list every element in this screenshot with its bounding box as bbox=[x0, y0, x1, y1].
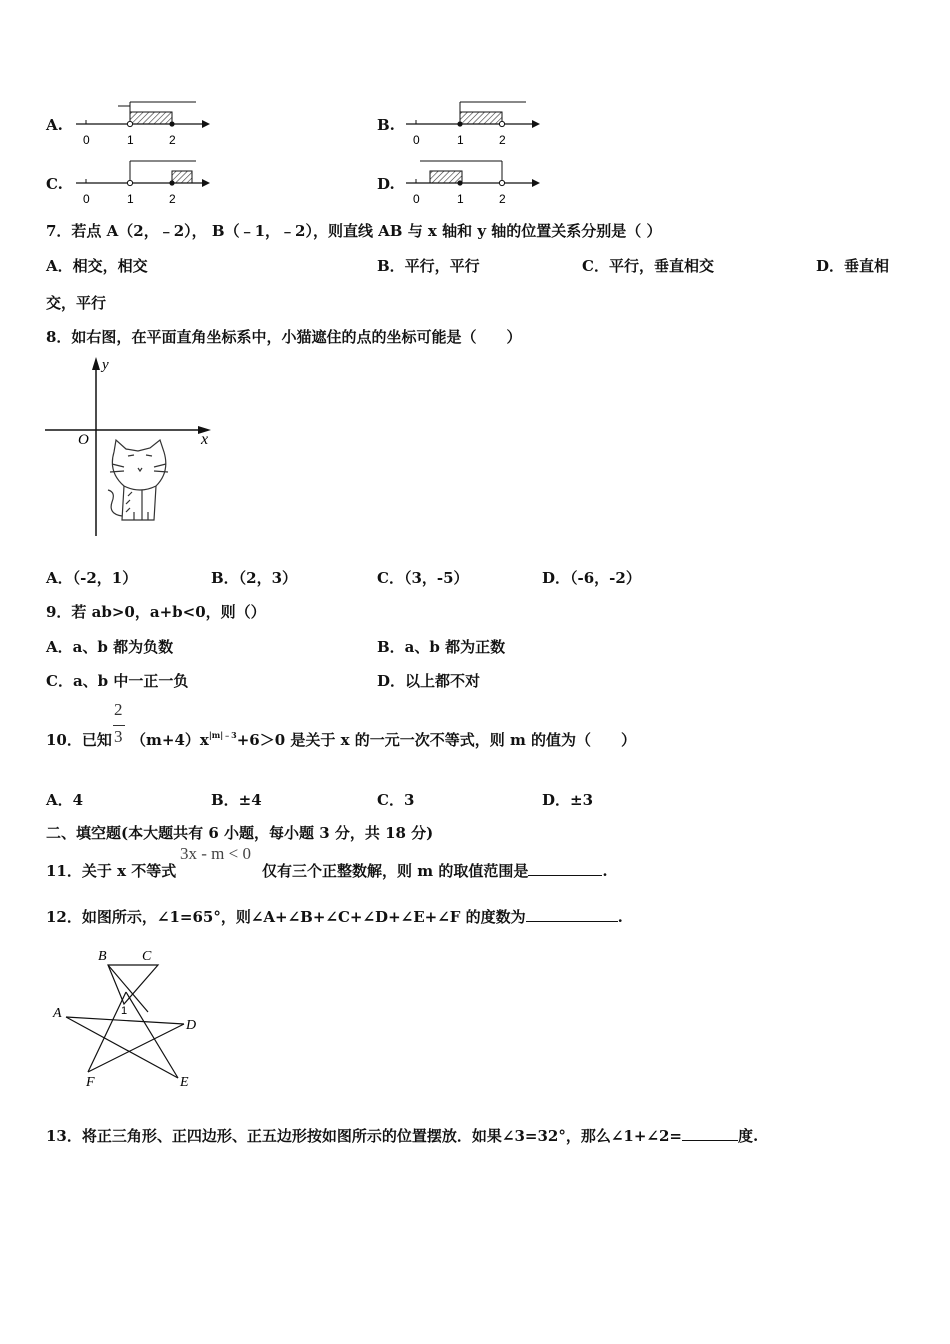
line-e-up bbox=[126, 992, 178, 1078]
tick-label: 1 bbox=[127, 192, 134, 206]
closed-dot bbox=[169, 121, 174, 126]
q10-part2: +6＞0 是关于 x 的一元一次不等式，则 m 的值为（ ） bbox=[236, 731, 637, 749]
tick-label: 0 bbox=[83, 192, 90, 206]
label-d: D bbox=[186, 1018, 197, 1033]
label-b: B bbox=[98, 949, 107, 964]
q6-option-a-label: A. bbox=[46, 116, 63, 134]
q10-option-c: C．3 bbox=[377, 791, 415, 809]
q10-option-d: D．±3 bbox=[542, 791, 594, 809]
q10-exponent: |m|﹣3 bbox=[208, 730, 237, 740]
axis-arrow bbox=[202, 120, 210, 128]
q10-option-a: A．4 bbox=[46, 791, 84, 809]
tick-label: 0 bbox=[413, 192, 420, 206]
q6-option-d-numberline bbox=[402, 156, 542, 208]
q7-option-a: A．相交，相交 bbox=[46, 257, 148, 275]
q11-formula: 3x - m < 0 bbox=[180, 844, 251, 863]
q12-stem-line bbox=[46, 906, 623, 927]
q8-option-c: C．（3，-5） bbox=[377, 569, 469, 587]
tick-label: 0 bbox=[413, 133, 420, 147]
q6-option-d-label: D. bbox=[377, 175, 395, 193]
cat-icon bbox=[108, 440, 168, 520]
q9-stem: 9．若 ab>0，a+b<0，则（） bbox=[46, 603, 266, 621]
q11-before: 11．关于 x 不等式 bbox=[46, 862, 177, 880]
q10-part1: （m+4）x bbox=[131, 731, 209, 749]
q13-stem-line bbox=[46, 1125, 758, 1146]
q8-coordinate-figure bbox=[42, 352, 227, 542]
triangle-bc bbox=[108, 965, 158, 1004]
q6-option-c-label: C. bbox=[46, 175, 63, 193]
label-f: F bbox=[86, 1075, 95, 1090]
section-heading: 二、填空题(本大题共有 6 小题，每小题 3 分，共 18 分) bbox=[46, 824, 434, 842]
q9-option-c: C．a、b 中一正一负 bbox=[46, 672, 189, 690]
q6-option-b-label: B. bbox=[377, 116, 395, 134]
q8-option-d: D．（-6，-2） bbox=[542, 569, 641, 587]
x-axis-label: x bbox=[201, 431, 209, 448]
tick-label: 2 bbox=[499, 133, 506, 147]
y-axis-label: y bbox=[102, 357, 109, 373]
tick-label: 1 bbox=[457, 192, 464, 206]
y-axis-arrow bbox=[92, 357, 100, 370]
q7-option-b: B．平行，平行 bbox=[377, 257, 480, 275]
q7-stem: 7．若点 A（2，﹣2）， B（﹣1，﹣2），则直线 AB 与 x 轴和 y 轴的位置关系分别是（ ） bbox=[46, 222, 662, 240]
q6-option-a-numberline bbox=[72, 98, 212, 150]
q8-stem: 8．如右图，在平面直角坐标系中，小猫遮住的点的坐标可能是（ ） bbox=[46, 328, 522, 346]
tick-label: 1 bbox=[457, 133, 464, 147]
q11-end: . bbox=[602, 862, 608, 880]
q10-fraction-bar bbox=[113, 725, 125, 726]
q12-stem: 12．如图所示，∠1=65°，则∠A+∠B+∠C+∠D+∠E+∠F 的度数为 bbox=[46, 908, 526, 926]
tick-label: 2 bbox=[499, 192, 506, 206]
q6-option-c-numberline bbox=[72, 156, 212, 208]
tick-label: 2 bbox=[169, 133, 176, 147]
q9-option-a: A．a、b 都为负数 bbox=[46, 638, 174, 656]
q9-option-d: D．以上都不对 bbox=[377, 672, 481, 690]
tick-label: 0 bbox=[83, 133, 90, 147]
q8-option-a: A．（-2，1） bbox=[46, 569, 138, 587]
origin-label: O bbox=[78, 432, 89, 448]
line-ae bbox=[66, 1017, 178, 1078]
q8-option-b: B．（2，3） bbox=[211, 569, 298, 587]
q10-fraction-denominator: 3 bbox=[114, 727, 123, 746]
line-ad bbox=[66, 1017, 184, 1024]
tick-label: 2 bbox=[169, 192, 176, 206]
q10-expression bbox=[131, 729, 636, 750]
q7-option-d-wrap: 交，平行 bbox=[46, 294, 107, 312]
q7-option-c: C．平行，垂直相交 bbox=[582, 257, 714, 275]
open-dot bbox=[127, 121, 132, 126]
label-e: E bbox=[180, 1075, 189, 1090]
q9-option-b: B．a、b 都为正数 bbox=[377, 638, 506, 656]
tick-label: 1 bbox=[127, 133, 134, 147]
label-a: A bbox=[53, 1006, 62, 1021]
q10-fraction-numerator: 2 bbox=[114, 700, 123, 719]
q7-option-d: D．垂直相 bbox=[816, 257, 890, 275]
q12-end: . bbox=[617, 908, 623, 926]
q13-answer-blank[interactable] bbox=[682, 1126, 738, 1141]
q10-number: 10．已知 bbox=[46, 731, 112, 749]
q10-option-b: B．±4 bbox=[211, 791, 262, 809]
q11-after bbox=[262, 860, 608, 881]
q13-stem: 13．将正三角形、正四边形、正五边形按如图所示的位置摆放．如果∠3=32°，那么∠1+∠2= bbox=[46, 1127, 682, 1145]
label-angle-1: 1 bbox=[121, 1005, 128, 1017]
q11-after-text: 仅有三个正整数解，则 m 的取值范围是 bbox=[262, 862, 529, 880]
q12-answer-blank[interactable] bbox=[526, 907, 618, 922]
q12-star-figure bbox=[46, 940, 206, 1092]
label-c: C bbox=[142, 949, 152, 964]
q6-option-b-numberline bbox=[402, 98, 542, 150]
q13-end: 度. bbox=[737, 1127, 759, 1145]
q11-answer-blank[interactable] bbox=[528, 861, 602, 876]
